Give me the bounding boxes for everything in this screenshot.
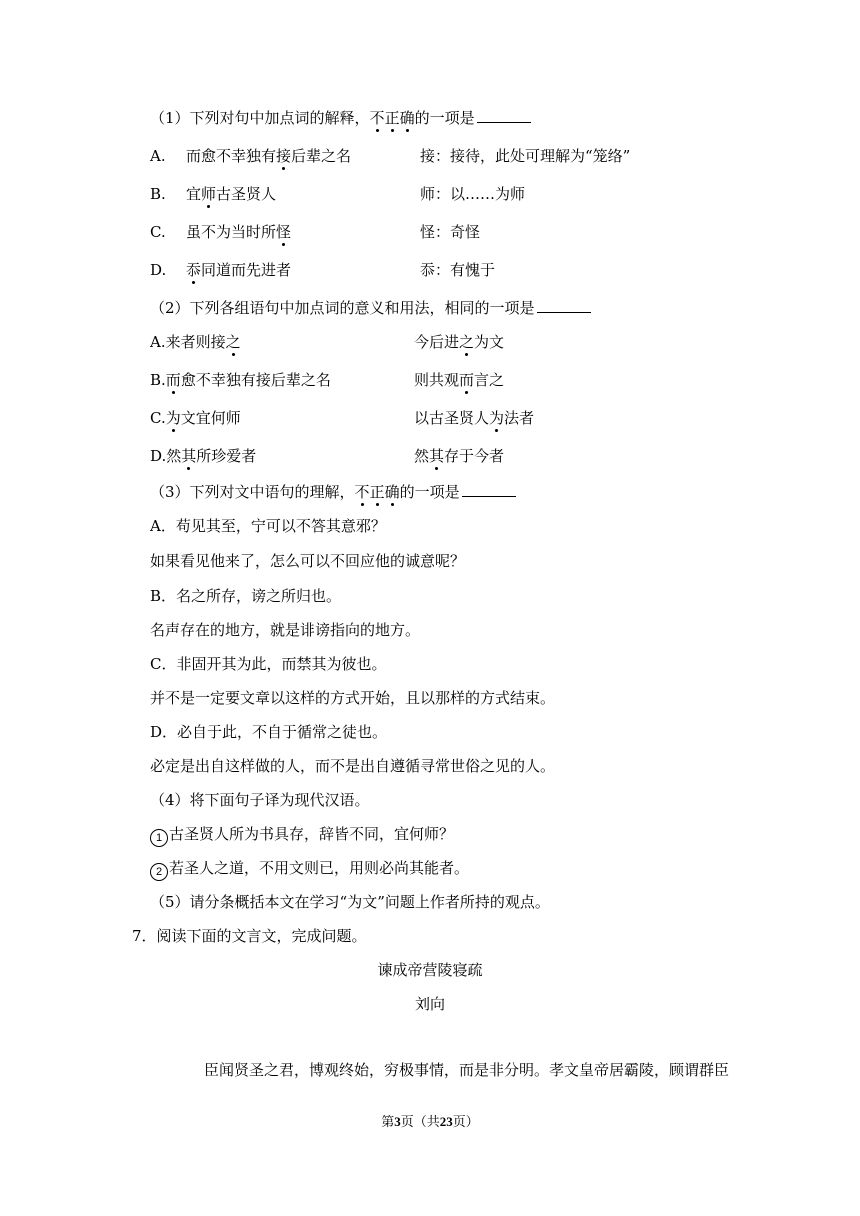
emphasis-char: 为 [489,409,505,427]
q3-line: 必定是出自这样做的人，而不是出自遵循寻常世俗之见的人。 [150,757,556,775]
answer-blank[interactable] [537,298,591,313]
emphasis-char: 正 [384,109,400,127]
emphasis-char: 确 [384,483,400,501]
q2-stem: （2）下列各组语句中加点词的意义和用法，相同的一项是 [150,298,591,318]
q1-option-b: B. 宜师古圣贤人 [150,185,277,203]
emphasis-char: 不 [354,483,370,501]
passage-author: 刘向 [414,995,445,1013]
passage-first-line: 臣闻贤圣之君，博观终始，穷极事情，而是非分明。孝文皇帝居霸陵，顾谓群臣 [204,1061,730,1079]
emphasis-char: 确 [399,109,415,127]
q4-item-2: 2 若圣人之道，不用文则已，用则必尚其能者。 [150,858,469,881]
q1-stem: （1）下列对句中加点词的解释，不正确的一项是 [150,108,531,128]
q1-option-c: C. 虽不为当时所怪 [150,223,292,241]
emphasis-char: 其 [181,447,197,465]
page-total: 23 [439,1114,453,1129]
emphasis-char: 之 [459,333,475,351]
q2-option-c-right: 以古圣贤人为法者 [414,409,535,427]
emphasis-char: 为 [165,409,181,427]
q4-item-1: 1 古圣贤人所为书具存，辞皆不同，宜何师？ [150,824,454,847]
answer-blank[interactable] [462,482,516,497]
q2-option-b-left: B.而愈不幸独有接后辈之名 [150,371,331,389]
emphasis-char: 不 [369,109,385,127]
emphasis-char: 其 [429,447,445,465]
q4-stem: （4）将下面句子译为现代汉语。 [150,791,370,809]
q3-line: 名声存在的地方，就是诽谤指向的地方。 [150,621,421,639]
q3-line: C．非固开其为此，而禁其为彼也。 [150,655,387,673]
q2-option-d-right: 然其存于今者 [414,447,505,465]
emphasis-char: 接 [276,147,292,165]
page-footer: 第3页（共23页） [381,1114,479,1130]
q5-stem: （5）请分条概括本文在学习“为文”问题上作者所持的观点。 [150,893,550,911]
emphasis-char: 师 [201,185,217,203]
circled-number: 1 [150,829,168,847]
q7-stem: 7．阅读下面的文言文，完成问题。 [132,927,367,945]
q1-option-a: A. 而愈不幸独有接后辈之名 [150,147,352,165]
q1-gloss-a: 接：接待，此处可理解为“笼络” [420,147,631,165]
page-number: 3 [394,1114,401,1129]
q1-gloss-c: 怪：奇怪 [420,223,481,241]
emphasis-char: 而 [165,371,181,389]
answer-blank[interactable] [477,108,531,123]
q2-option-c-left: C.为文宜何师 [150,409,241,427]
q2-option-b-right: 则共观而言之 [414,371,505,389]
q3-line: A．苟见其至，宁可以不答其意邪？ [150,517,386,535]
q3-stem: （3）下列对文中语句的理解，不正确的一项是 [150,482,516,502]
circled-number: 2 [150,863,168,881]
q3-line: 如果看见他来了，怎么可以不回应他的诚意呢？ [150,552,466,570]
q1-gloss-b: 师：以……为师 [420,185,526,203]
q1-gloss-d: 忝：有愧于 [420,261,496,279]
q3-line: 并不是一定要文章以这样的方式开始，且以那样的方式结束。 [150,689,556,707]
q2-option-a-left: A.来者则接之 [150,333,241,351]
emphasis-char: 怪 [276,223,292,241]
q1-option-d: D. 忝同道而先进者 [150,261,292,279]
q2-option-d-left: D.然其所珍爱者 [150,447,257,465]
emphasis-char: 之 [225,333,241,351]
q3-line: B．名之所存，谤之所归也。 [150,587,342,605]
emphasis-char: 而 [459,371,475,389]
emphasis-char: 正 [369,483,385,501]
q2-option-a-right: 今后进之为文 [414,333,505,351]
q3-line: D．必自于此，不自于循常之徒也。 [150,723,388,741]
emphasis-char: 忝 [186,261,202,279]
passage-title: 谏成帝营陵寝疏 [377,961,483,979]
